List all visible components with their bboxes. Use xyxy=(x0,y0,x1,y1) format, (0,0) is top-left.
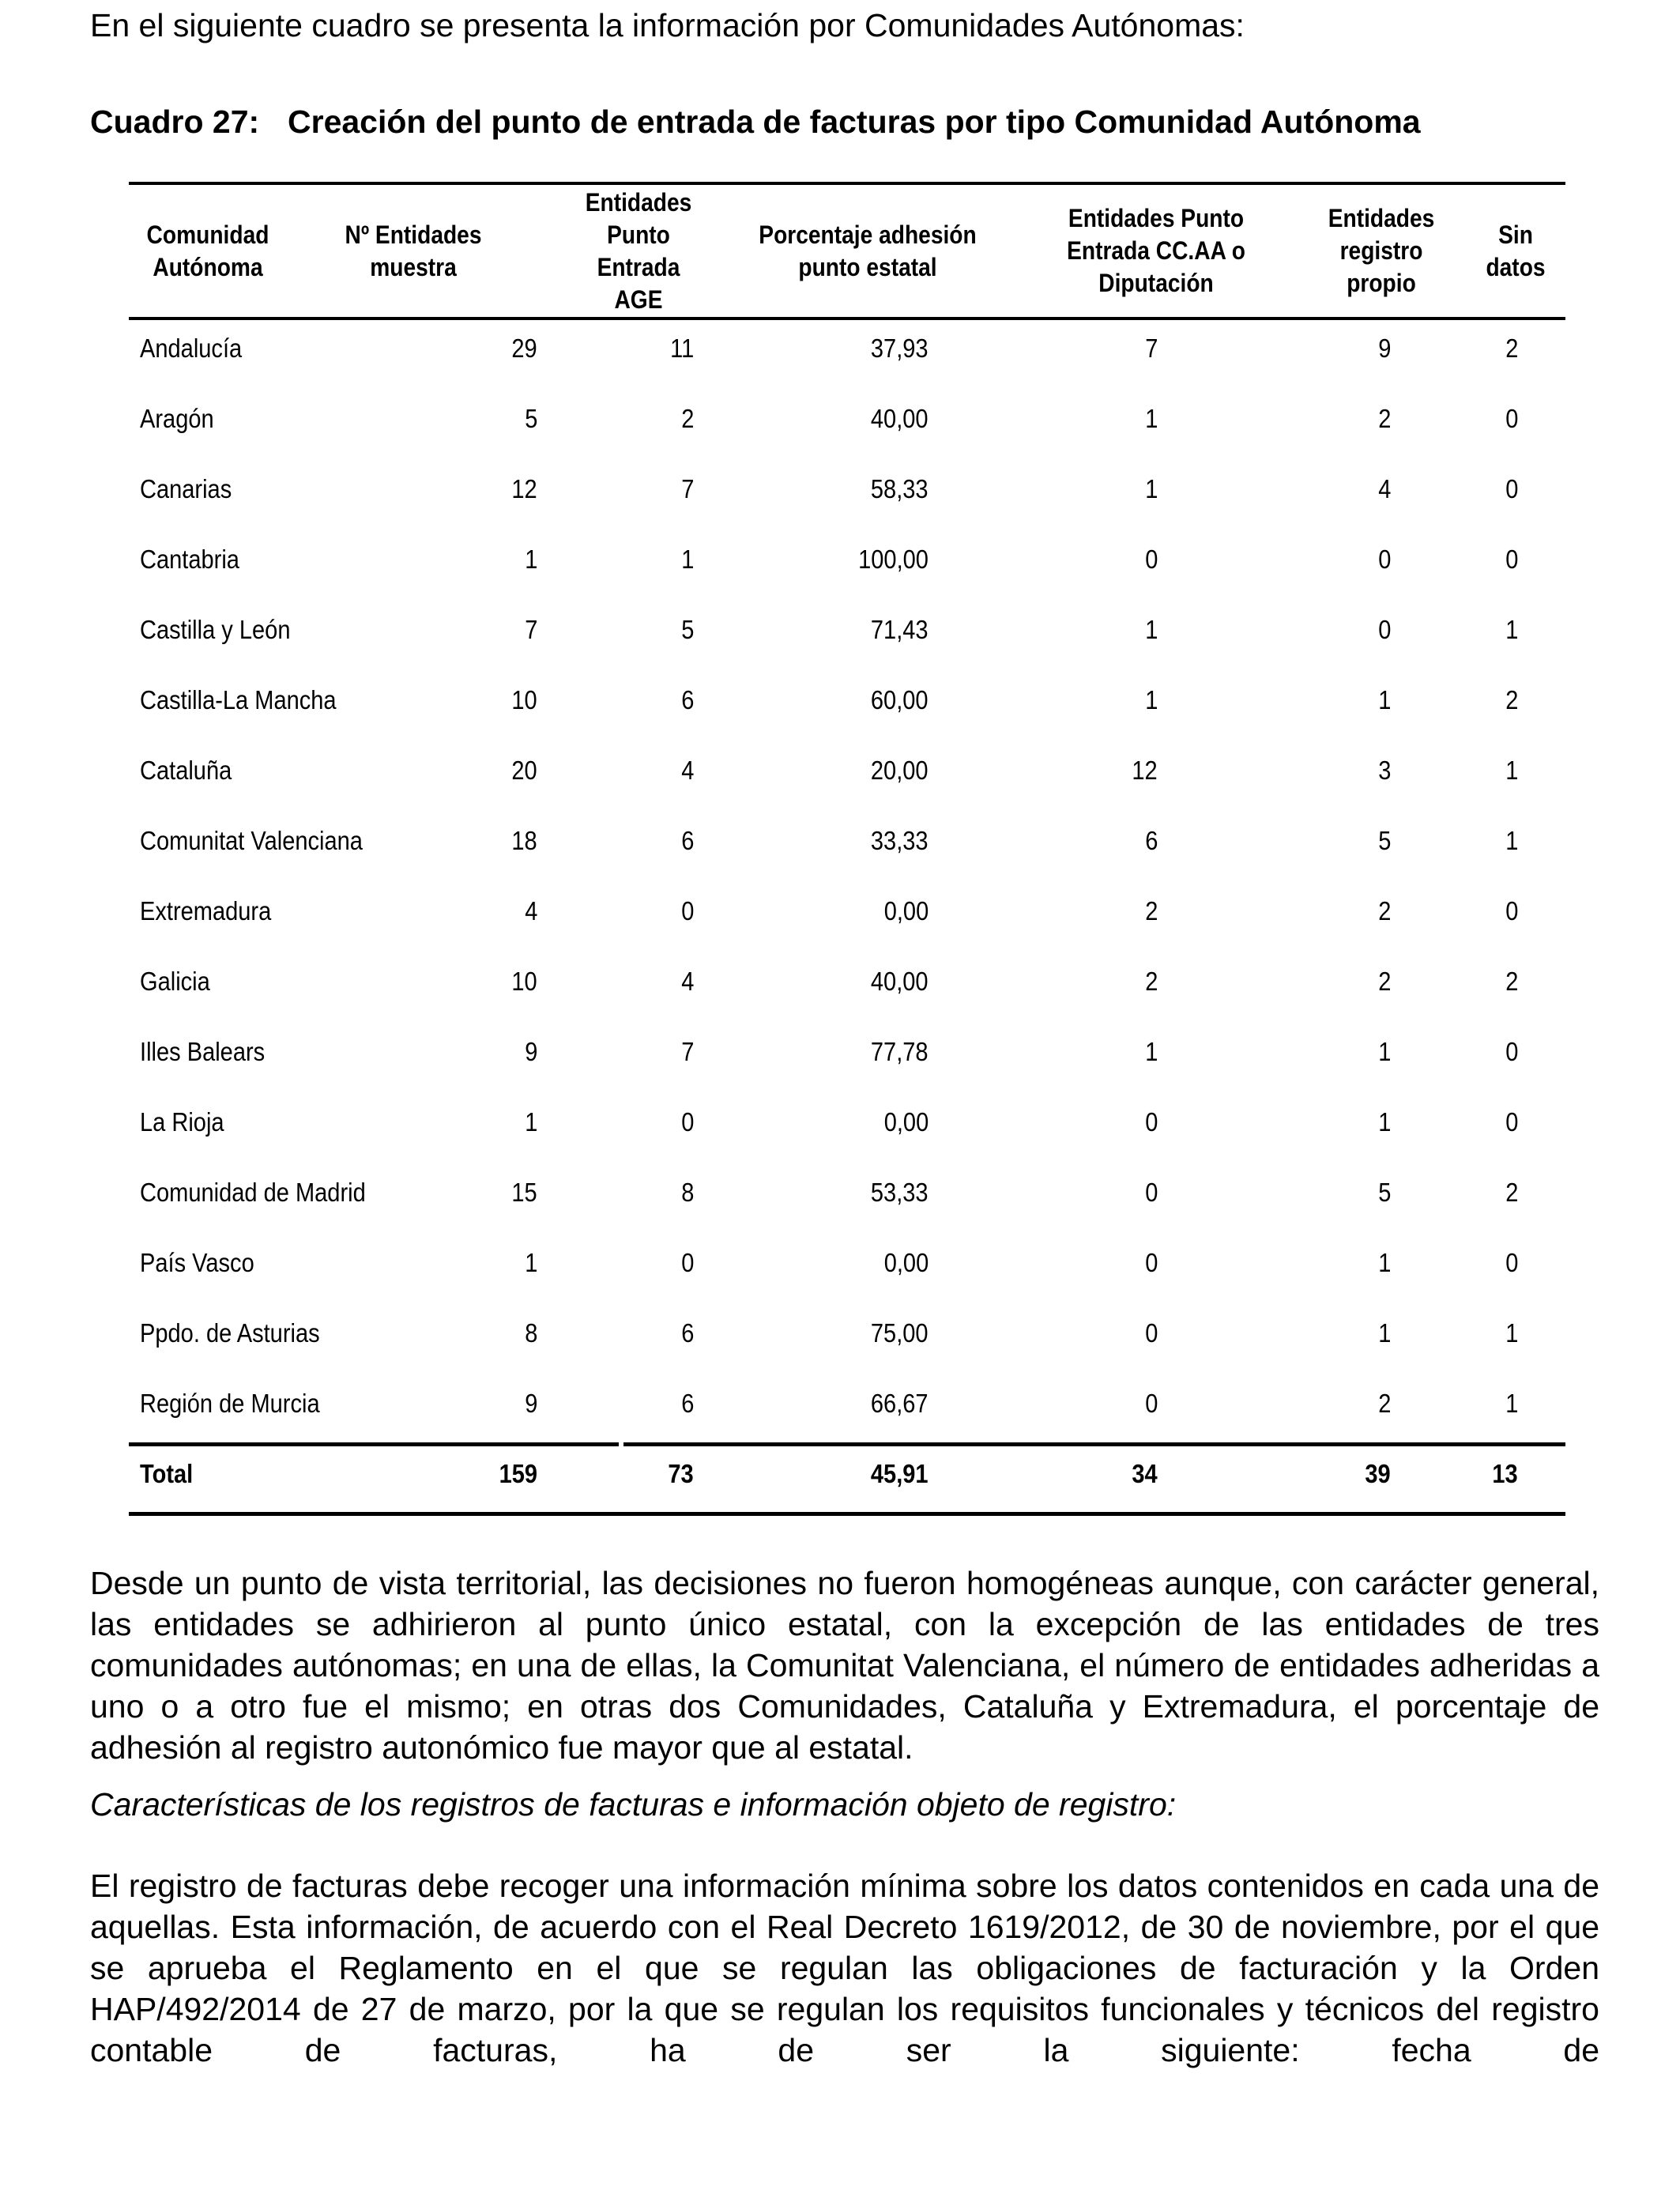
row-comunidad: Andalucía xyxy=(140,334,243,363)
header-registro-propio: Entidades registro propio xyxy=(1328,204,1435,297)
row-registro-propio: 0 xyxy=(1377,545,1391,574)
table-row xyxy=(129,401,1565,472)
total-row xyxy=(129,1457,1565,1504)
row-comunidad: Región de Murcia xyxy=(140,1389,320,1418)
row-comunidad: Canarias xyxy=(140,474,232,503)
table-row xyxy=(129,1175,1565,1246)
row-punto-age: 0 xyxy=(680,1107,694,1137)
row-punto-age: 2 xyxy=(680,404,694,433)
table-row xyxy=(129,1316,1565,1386)
row-entidades-muestra: 9 xyxy=(524,1037,537,1066)
row-sin-datos: 0 xyxy=(1505,896,1518,925)
row-sin-datos: 1 xyxy=(1505,1318,1518,1348)
row-registro-propio: 1 xyxy=(1377,685,1391,714)
row-sin-datos: 1 xyxy=(1505,615,1518,644)
row-entidades-muestra: 18 xyxy=(511,826,537,855)
row-punto-ccaa: 0 xyxy=(1144,1107,1158,1137)
row-comunidad: Comunidad de Madrid xyxy=(140,1178,366,1207)
row-comunidad: Cantabria xyxy=(140,545,239,574)
row-entidades-muestra: 10 xyxy=(511,967,537,996)
row-registro-propio: 2 xyxy=(1377,404,1391,433)
row-punto-ccaa: 1 xyxy=(1144,1037,1158,1066)
row-entidades-muestra: 1 xyxy=(524,1248,537,1277)
row-punto-ccaa: 0 xyxy=(1144,1178,1158,1207)
header-punto-age: Entidades Punto Entrada AGE xyxy=(585,187,692,314)
row-registro-propio: 5 xyxy=(1377,826,1391,855)
row-punto-age: 0 xyxy=(680,1248,694,1277)
table-header xyxy=(129,185,1565,317)
header-comunidad: Comunidad Autónoma xyxy=(146,220,269,281)
row-sin-datos: 0 xyxy=(1505,474,1518,503)
row-registro-propio: 1 xyxy=(1377,1248,1391,1277)
row-entidades-muestra: 4 xyxy=(524,896,537,925)
row-comunidad: La Rioja xyxy=(140,1107,224,1137)
row-sin-datos: 0 xyxy=(1505,1107,1518,1137)
row-punto-ccaa: 0 xyxy=(1144,545,1158,574)
row-entidades-muestra: 5 xyxy=(524,404,537,433)
row-punto-age: 7 xyxy=(680,1037,694,1066)
row-porcentaje: 58,33 xyxy=(871,474,929,503)
row-comunidad: Castilla-La Mancha xyxy=(140,685,337,714)
row-entidades-muestra: 15 xyxy=(511,1178,537,1207)
row-punto-ccaa: 6 xyxy=(1144,826,1158,855)
header-rule xyxy=(129,317,1565,320)
row-punto-age: 8 xyxy=(680,1178,694,1207)
row-sin-datos: 2 xyxy=(1505,685,1518,714)
total-porcentaje: 45,91 xyxy=(871,1459,929,1488)
row-punto-age: 5 xyxy=(680,615,694,644)
row-punto-ccaa: 12 xyxy=(1132,756,1158,785)
row-porcentaje: 66,67 xyxy=(871,1389,929,1418)
row-sin-datos: 0 xyxy=(1505,545,1518,574)
table-row xyxy=(129,331,1565,401)
table-row xyxy=(129,683,1565,753)
table-row xyxy=(129,964,1565,1035)
row-sin-datos: 2 xyxy=(1505,334,1518,363)
row-punto-ccaa: 1 xyxy=(1144,474,1158,503)
row-punto-age: 6 xyxy=(680,826,694,855)
row-sin-datos: 0 xyxy=(1505,1248,1518,1277)
row-registro-propio: 1 xyxy=(1377,1107,1391,1137)
row-registro-propio: 2 xyxy=(1377,896,1391,925)
row-entidades-muestra: 12 xyxy=(511,474,537,503)
row-porcentaje: 60,00 xyxy=(871,685,929,714)
row-entidades-muestra: 1 xyxy=(524,545,537,574)
row-registro-propio: 2 xyxy=(1377,1389,1391,1418)
row-sin-datos: 1 xyxy=(1505,1389,1518,1418)
row-porcentaje: 0,00 xyxy=(883,1107,929,1137)
row-punto-ccaa: 1 xyxy=(1144,615,1158,644)
row-porcentaje: 0,00 xyxy=(883,1248,929,1277)
row-comunidad: País Vasco xyxy=(140,1248,254,1277)
row-registro-propio: 1 xyxy=(1377,1037,1391,1066)
total-punto-age: 73 xyxy=(668,1459,694,1488)
row-porcentaje: 100,00 xyxy=(858,545,929,574)
row-punto-ccaa: 1 xyxy=(1144,685,1158,714)
row-sin-datos: 2 xyxy=(1505,1178,1518,1207)
row-comunidad: Comunitat Valenciana xyxy=(140,826,363,855)
row-punto-age: 7 xyxy=(680,474,694,503)
table-row xyxy=(129,824,1565,894)
paragraph-registro: El registro de facturas debe recoger una información mínima sobre los datos contenidos en cada una de aquellas. Esta información, de acuerdo con el Real Decreto 1619/2012, de 30 de noviembre, por el que se aprueba el Reglamento en el que se regulan las obligaciones de facturación y la Orden HAP/492/2014 de 27 de marzo, por la que se regulan los requisitos funcionales y técnicos del registro contable de facturas, ha de ser la siguiente: fecha de xyxy=(90,1868,1599,2068)
row-comunidad: Galicia xyxy=(140,967,210,996)
total-entidades-muestra: 159 xyxy=(499,1459,537,1488)
row-comunidad: Ppdo. de Asturias xyxy=(140,1318,320,1348)
row-comunidad: Aragón xyxy=(140,404,214,433)
intro-text: En el siguiente cuadro se presenta la información por Comunidades Autónomas: xyxy=(90,7,1245,43)
row-sin-datos: 2 xyxy=(1505,967,1518,996)
total-sin-datos: 13 xyxy=(1492,1459,1518,1488)
caption-title: Creación del punto de entrada de facturas por tipo Comunidad Autónoma xyxy=(288,104,1421,140)
table-row xyxy=(129,894,1565,964)
header-entidades-muestra: Nº Entidades muestra xyxy=(345,220,482,281)
row-punto-age: 0 xyxy=(680,896,694,925)
row-porcentaje: 20,00 xyxy=(871,756,929,785)
row-punto-ccaa: 0 xyxy=(1144,1389,1158,1418)
row-punto-ccaa: 0 xyxy=(1144,1248,1158,1277)
caption-number: Cuadro 27: xyxy=(90,104,260,140)
row-porcentaje: 40,00 xyxy=(871,404,929,433)
row-registro-propio: 9 xyxy=(1377,334,1391,363)
paragraph-subheading: Características de los registros de facturas e información objeto de registro: xyxy=(90,1786,1177,1823)
row-porcentaje: 37,93 xyxy=(871,334,929,363)
row-entidades-muestra: 10 xyxy=(511,685,537,714)
table-body xyxy=(129,331,1565,1457)
row-sin-datos: 0 xyxy=(1505,1037,1518,1066)
row-porcentaje: 40,00 xyxy=(871,967,929,996)
row-entidades-muestra: 7 xyxy=(524,615,537,644)
header-punto-ccaa: Entidades Punto Entrada CC.AA o Diputación xyxy=(1067,204,1245,297)
table-row xyxy=(129,472,1565,542)
row-comunidad: Cataluña xyxy=(140,756,232,785)
row-punto-age: 4 xyxy=(680,756,694,785)
row-porcentaje: 77,78 xyxy=(871,1037,929,1066)
table-row xyxy=(129,1246,1565,1316)
row-punto-age: 1 xyxy=(680,545,694,574)
row-entidades-muestra: 9 xyxy=(524,1389,537,1418)
row-punto-ccaa: 1 xyxy=(1144,404,1158,433)
total-rule-right xyxy=(623,1442,1565,1446)
row-registro-propio: 4 xyxy=(1377,474,1391,503)
row-sin-datos: 1 xyxy=(1505,756,1518,785)
row-registro-propio: 2 xyxy=(1377,967,1391,996)
total-punto-ccaa: 34 xyxy=(1132,1459,1158,1488)
row-entidades-muestra: 20 xyxy=(511,756,537,785)
row-sin-datos: 0 xyxy=(1505,404,1518,433)
total-label: Total xyxy=(140,1459,194,1488)
row-registro-propio: 0 xyxy=(1377,615,1391,644)
row-comunidad: Castilla y León xyxy=(140,615,291,644)
row-comunidad: Illes Balears xyxy=(140,1037,266,1066)
row-entidades-muestra: 29 xyxy=(511,334,537,363)
table-caption xyxy=(90,101,1599,142)
row-punto-age: 4 xyxy=(680,967,694,996)
row-punto-age: 6 xyxy=(680,685,694,714)
row-porcentaje: 33,33 xyxy=(871,826,929,855)
paragraph-territorial: Desde un punto de vista territorial, las decisiones no fueron homogéneas aunque, con carácter general, las entidades se adhirieron al punto único estatal, con la excepción de las entidades de tres comunidades autónomas; en una de ellas, la Comunitat Valenciana, el número de entidades adheridas a uno o a otro fue el mismo; en otras dos Comunidades, Cataluña y Extremadura, el porcentaje de adhesión al registro autonómico fue mayor que al estatal. xyxy=(90,1565,1599,1766)
row-porcentaje: 0,00 xyxy=(883,896,929,925)
row-punto-age: 6 xyxy=(680,1318,694,1348)
table-bottom-rule xyxy=(129,1512,1565,1516)
row-registro-propio: 3 xyxy=(1377,756,1391,785)
row-porcentaje: 75,00 xyxy=(871,1318,929,1348)
table-row xyxy=(129,1035,1565,1105)
row-registro-propio: 5 xyxy=(1377,1178,1391,1207)
row-entidades-muestra: 8 xyxy=(524,1318,537,1348)
header-sin-datos: Sin datos xyxy=(1486,220,1546,281)
total-rule-left xyxy=(129,1442,619,1446)
total-registro-propio: 39 xyxy=(1365,1459,1391,1488)
row-registro-propio: 1 xyxy=(1377,1318,1391,1348)
table-row xyxy=(129,542,1565,613)
row-punto-ccaa: 2 xyxy=(1144,896,1158,925)
row-punto-ccaa: 0 xyxy=(1144,1318,1158,1348)
header-porcentaje: Porcentaje adhesión punto estatal xyxy=(759,220,977,281)
row-punto-age: 11 xyxy=(669,334,694,363)
row-comunidad: Extremadura xyxy=(140,896,272,925)
row-punto-ccaa: 7 xyxy=(1144,334,1158,363)
table-row xyxy=(129,613,1565,683)
row-porcentaje: 53,33 xyxy=(871,1178,929,1207)
table-row xyxy=(129,753,1565,824)
row-entidades-muestra: 1 xyxy=(524,1107,537,1137)
row-punto-age: 6 xyxy=(680,1389,694,1418)
row-porcentaje: 71,43 xyxy=(871,615,929,644)
table-row xyxy=(129,1105,1565,1175)
row-punto-ccaa: 2 xyxy=(1144,967,1158,996)
row-sin-datos: 1 xyxy=(1505,826,1518,855)
